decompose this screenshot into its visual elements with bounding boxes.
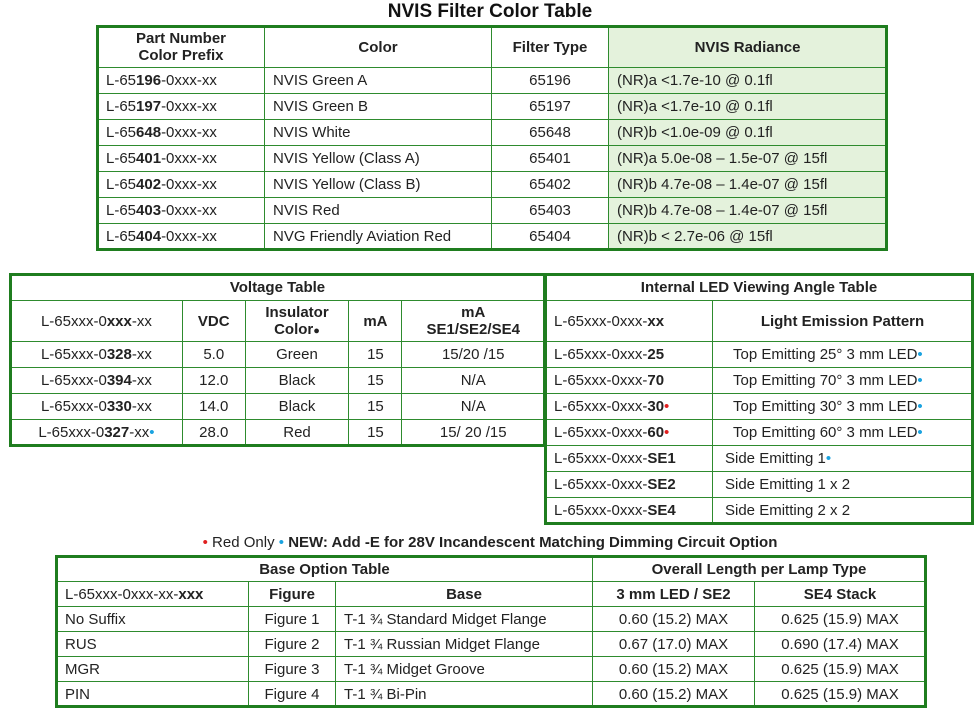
cell-se4-length: 0.690 (17.4) MAX (755, 632, 926, 657)
cell-led-length: 0.60 (15.2) MAX (593, 607, 755, 632)
cell-suffix: No Suffix (57, 607, 249, 632)
table-row (98, 172, 887, 198)
cell-part-number (11, 368, 183, 394)
cell-filter-type: 65402 (492, 172, 609, 198)
part-code: 403 (136, 202, 162, 219)
part-prefix: L-65xxx-0 (40, 372, 107, 389)
header-text: mA (461, 304, 486, 321)
header-text: Part Number (135, 30, 227, 47)
part-prefix: L-65xxx-0xxx- (554, 398, 648, 415)
part-code: 197 (136, 98, 162, 115)
cell-se4-length: 0.625 (15.9) MAX (755, 607, 926, 632)
cell-nvis-radiance: (NR)a <1.7e-10 @ 0.1fl (609, 68, 887, 94)
voltage-table (10, 274, 545, 446)
header-part-number (546, 301, 713, 342)
cell-part-number (546, 446, 713, 472)
header-insulator-color (245, 301, 349, 342)
table-row (546, 446, 973, 472)
cell-se4-length: 0.625 (15.9) MAX (755, 657, 926, 682)
cell-ma: 15 (349, 342, 402, 368)
cell-suffix: PIN (57, 682, 249, 707)
table-header-row (57, 582, 926, 607)
part-prefix: L-65xxx-0xxx- (554, 372, 648, 389)
part-code: 70 (647, 372, 665, 389)
header-ma-se (402, 301, 545, 342)
cell-ma-se: 15/ 20 /15 (402, 420, 545, 446)
cell-color: NVIS White (265, 120, 492, 146)
part-prefix: L-65xxx-0xxx- (554, 450, 648, 467)
cell-emission-pattern (713, 446, 973, 472)
part-code: 60 (647, 424, 665, 441)
pattern-text: Top Emitting 25° 3 mm LED (733, 346, 918, 363)
cell-color: NVIS Green A (265, 68, 492, 94)
blue-dot-icon: • (825, 450, 832, 467)
cell-insulator-color: Black (245, 394, 349, 420)
red-dot-icon: • (202, 534, 208, 551)
part-prefix: L-65xxx-0 (38, 424, 105, 441)
table-header-row (98, 27, 887, 68)
header-filter-type: Filter Type (492, 27, 609, 68)
part-code: 648 (136, 124, 162, 141)
header-part-number (11, 301, 183, 342)
cell-part-number (11, 420, 183, 446)
cell-base: T-1 ¾ Midget Groove (336, 657, 593, 682)
table-row (546, 368, 973, 394)
part-code: 404 (136, 228, 162, 245)
table-row (546, 394, 973, 420)
part-code: 25 (647, 346, 665, 363)
header-text: L-65xxx-0xxx- (554, 312, 648, 330)
cell-part-number (546, 498, 713, 524)
cell-part-number (546, 368, 713, 394)
cell-part-number (98, 224, 265, 250)
cell-figure: Figure 3 (249, 657, 336, 682)
table-row (546, 472, 973, 498)
part-code: 30 (647, 398, 665, 415)
header-led-length: 3 mm LED / SE2 (593, 582, 755, 607)
cell-filter-type: 65196 (492, 68, 609, 94)
cell-emission-pattern (713, 394, 973, 420)
cell-filter-type: 65197 (492, 94, 609, 120)
cell-filter-type: 65401 (492, 146, 609, 172)
voltage-table-title: Voltage Table (11, 275, 545, 301)
pattern-text: Side Emitting 1 (725, 450, 826, 467)
cell-ma-se: 15/20 /15 (402, 342, 545, 368)
part-prefix: L-65 (106, 202, 137, 219)
table-row (11, 420, 545, 446)
table-row (57, 657, 926, 682)
header-figure: Figure (249, 582, 336, 607)
part-code: 330 (106, 398, 132, 415)
part-prefix: L-65 (106, 228, 137, 245)
legend-red-label: Red Only (212, 534, 275, 551)
table-row (11, 368, 545, 394)
cell-ma: 15 (349, 394, 402, 420)
led-viewing-angle-table (545, 274, 973, 524)
part-code: SE2 (647, 476, 676, 493)
cell-figure: Figure 1 (249, 607, 336, 632)
cell-part-number (546, 342, 713, 368)
table-row (98, 224, 887, 250)
part-prefix: L-65xxx-0xxx- (554, 502, 648, 519)
cell-vdc: 28.0 (182, 420, 245, 446)
table-row (98, 68, 887, 94)
header-nvis-radiance: NVIS Radiance (609, 27, 887, 68)
part-code: 402 (136, 176, 162, 193)
part-prefix: L-65xxx-0 (40, 346, 107, 363)
cell-insulator-color: Green (245, 342, 349, 368)
part-code: 328 (106, 346, 132, 363)
part-code: 196 (136, 72, 162, 89)
cell-ma-se: N/A (402, 394, 545, 420)
cell-figure: Figure 4 (249, 682, 336, 707)
cell-led-length: 0.60 (15.2) MAX (593, 682, 755, 707)
blue-dot-icon: • (917, 346, 923, 363)
cell-vdc: 5.0 (182, 342, 245, 368)
part-code: 327 (104, 424, 130, 441)
cell-led-length: 0.60 (15.2) MAX (593, 657, 755, 682)
table-row (546, 498, 973, 524)
part-prefix: L-65 (106, 150, 137, 167)
part-code: 401 (136, 150, 162, 167)
cell-color: NVIS Red (265, 198, 492, 224)
part-prefix: L-65xxx-0xxx- (554, 346, 648, 363)
pattern-text: Top Emitting 60° 3 mm LED (733, 424, 918, 441)
cell-color: NVIS Green B (265, 94, 492, 120)
cell-filter-type: 65404 (492, 224, 609, 250)
blue-dot-icon: • (149, 424, 155, 441)
red-dot-icon: • (664, 424, 670, 441)
cell-vdc: 12.0 (182, 368, 245, 394)
header-suffix (57, 582, 249, 607)
part-suffix: -0xxx-xx (161, 202, 217, 219)
cell-color: NVIS Yellow (Class A) (265, 146, 492, 172)
header-text: xxx (178, 585, 204, 603)
table-row (57, 607, 926, 632)
cell-part-number (98, 68, 265, 94)
blue-dot-icon: • (917, 424, 923, 441)
cell-emission-pattern (713, 368, 973, 394)
table-row (57, 682, 926, 707)
part-suffix: -xx (131, 346, 152, 363)
part-prefix: L-65xxx-0 (40, 398, 107, 415)
cell-nvis-radiance: (NR)a 5.0e-08 – 1.5e-07 @ 15fl (609, 146, 887, 172)
header-text: L-65xxx-0xxx-xx- (65, 585, 179, 603)
cell-part-number (11, 342, 183, 368)
pattern-text: Top Emitting 70° 3 mm LED (733, 372, 918, 389)
cell-part-number (98, 146, 265, 172)
cell-ma: 15 (349, 368, 402, 394)
cell-part-number (546, 472, 713, 498)
cell-emission-pattern (713, 498, 973, 524)
cell-emission-pattern (713, 420, 973, 446)
part-suffix: -xx (131, 398, 152, 415)
cell-insulator-color: Red (245, 420, 349, 446)
cell-filter-type: 65403 (492, 198, 609, 224)
cell-led-length: 0.67 (17.0) MAX (593, 632, 755, 657)
cell-figure: Figure 2 (249, 632, 336, 657)
length-table-title: Overall Length per Lamp Type (593, 557, 926, 582)
cell-emission-pattern (713, 342, 973, 368)
cell-base: T-1 ¾ Bi-Pin (336, 682, 593, 707)
table-row (546, 420, 973, 446)
cell-nvis-radiance: (NR)b < 2.7e-06 @ 15fl (609, 224, 887, 250)
cell-nvis-radiance: (NR)b <1.0e-09 @ 0.1fl (609, 120, 887, 146)
legend (0, 534, 980, 552)
pattern-text: Top Emitting 30° 3 mm LED (733, 398, 918, 415)
cell-nvis-radiance: (NR)b 4.7e-08 – 1.4e-07 @ 15fl (609, 198, 887, 224)
cell-insulator-color: Black (245, 368, 349, 394)
cell-part-number (546, 420, 713, 446)
header-se4-length: SE4 Stack (755, 582, 926, 607)
bullet-icon: ● (313, 325, 320, 337)
header-color: Color (265, 27, 492, 68)
header-ma: mA (349, 301, 402, 342)
cell-part-number (11, 394, 183, 420)
cell-se4-length: 0.625 (15.9) MAX (755, 682, 926, 707)
red-dot-icon: • (664, 398, 670, 415)
pattern-text: Side Emitting 2 x 2 (725, 502, 851, 519)
header-vdc: VDC (182, 301, 245, 342)
part-code: SE1 (647, 450, 676, 467)
blue-dot-icon: • (917, 398, 923, 415)
cell-color: NVIS Yellow (Class B) (265, 172, 492, 198)
cell-filter-type: 65648 (492, 120, 609, 146)
part-suffix: -0xxx-xx (161, 228, 217, 245)
part-code: 394 (106, 372, 132, 389)
part-prefix: L-65 (106, 176, 137, 193)
cell-suffix: RUS (57, 632, 249, 657)
pattern-text: Side Emitting 1 x 2 (725, 476, 851, 493)
cell-nvis-radiance: (NR)b 4.7e-08 – 1.4e-07 @ 15fl (609, 172, 887, 198)
base-option-table (56, 556, 926, 707)
legend-blue-label: NEW: Add -E for 28V Incandescent Matching Dimming Circuit Option (288, 534, 778, 551)
cell-part-number (98, 120, 265, 146)
header-text: -xx (131, 312, 152, 330)
table-row (11, 394, 545, 420)
part-suffix: -xx (131, 372, 152, 389)
part-suffix: -0xxx-xx (161, 72, 217, 89)
cell-color: NVG Friendly Aviation Red (265, 224, 492, 250)
part-prefix: L-65 (106, 72, 137, 89)
header-text: Color Prefix (138, 47, 224, 64)
table-row (98, 146, 887, 172)
table-row (98, 94, 887, 120)
part-suffix: -xx (129, 424, 150, 441)
cell-base: T-1 ¾ Russian Midget Flange (336, 632, 593, 657)
cell-vdc: 14.0 (182, 394, 245, 420)
table-row (11, 342, 545, 368)
cell-part-number (98, 198, 265, 224)
cell-ma-se: N/A (402, 368, 545, 394)
led-table-title: Internal LED Viewing Angle Table (546, 275, 973, 301)
header-base: Base (336, 582, 593, 607)
cell-part-number (546, 394, 713, 420)
cell-suffix: MGR (57, 657, 249, 682)
part-prefix: L-65xxx-0xxx- (554, 476, 648, 493)
part-prefix: L-65 (106, 124, 137, 141)
table-row (98, 120, 887, 146)
part-suffix: -0xxx-xx (161, 98, 217, 115)
table-row (98, 198, 887, 224)
cell-part-number (98, 94, 265, 120)
part-code: SE4 (647, 502, 676, 519)
cell-emission-pattern (713, 472, 973, 498)
header-text: L-65xxx-0 (40, 312, 107, 330)
header-text: xxx (106, 312, 132, 330)
part-prefix: L-65 (106, 98, 137, 115)
header-part-number (98, 27, 265, 68)
part-prefix: L-65xxx-0xxx- (554, 424, 648, 441)
blue-dot-icon: • (278, 534, 285, 551)
header-light-emission-pattern: Light Emission Pattern (713, 301, 973, 342)
nvis-filter-color-table (97, 26, 887, 250)
cell-base: T-1 ¾ Standard Midget Flange (336, 607, 593, 632)
base-table-title: Base Option Table (57, 557, 593, 582)
header-text: Color (274, 321, 314, 338)
blue-dot-icon: • (917, 372, 923, 389)
part-suffix: -0xxx-xx (161, 176, 217, 193)
table-row (546, 342, 973, 368)
header-text: SE1/SE2/SE4 (426, 321, 520, 338)
table-header-row (11, 301, 545, 342)
table-row (57, 632, 926, 657)
part-suffix: -0xxx-xx (161, 150, 217, 167)
cell-part-number (98, 172, 265, 198)
header-text: Insulator (265, 304, 329, 321)
cell-nvis-radiance: (NR)a <1.7e-10 @ 0.1fl (609, 94, 887, 120)
cell-ma: 15 (349, 420, 402, 446)
part-suffix: -0xxx-xx (161, 124, 217, 141)
page-title: NVIS Filter Color Table (387, 1, 593, 22)
table-header-row (546, 301, 973, 342)
header-text: xx (647, 312, 665, 330)
